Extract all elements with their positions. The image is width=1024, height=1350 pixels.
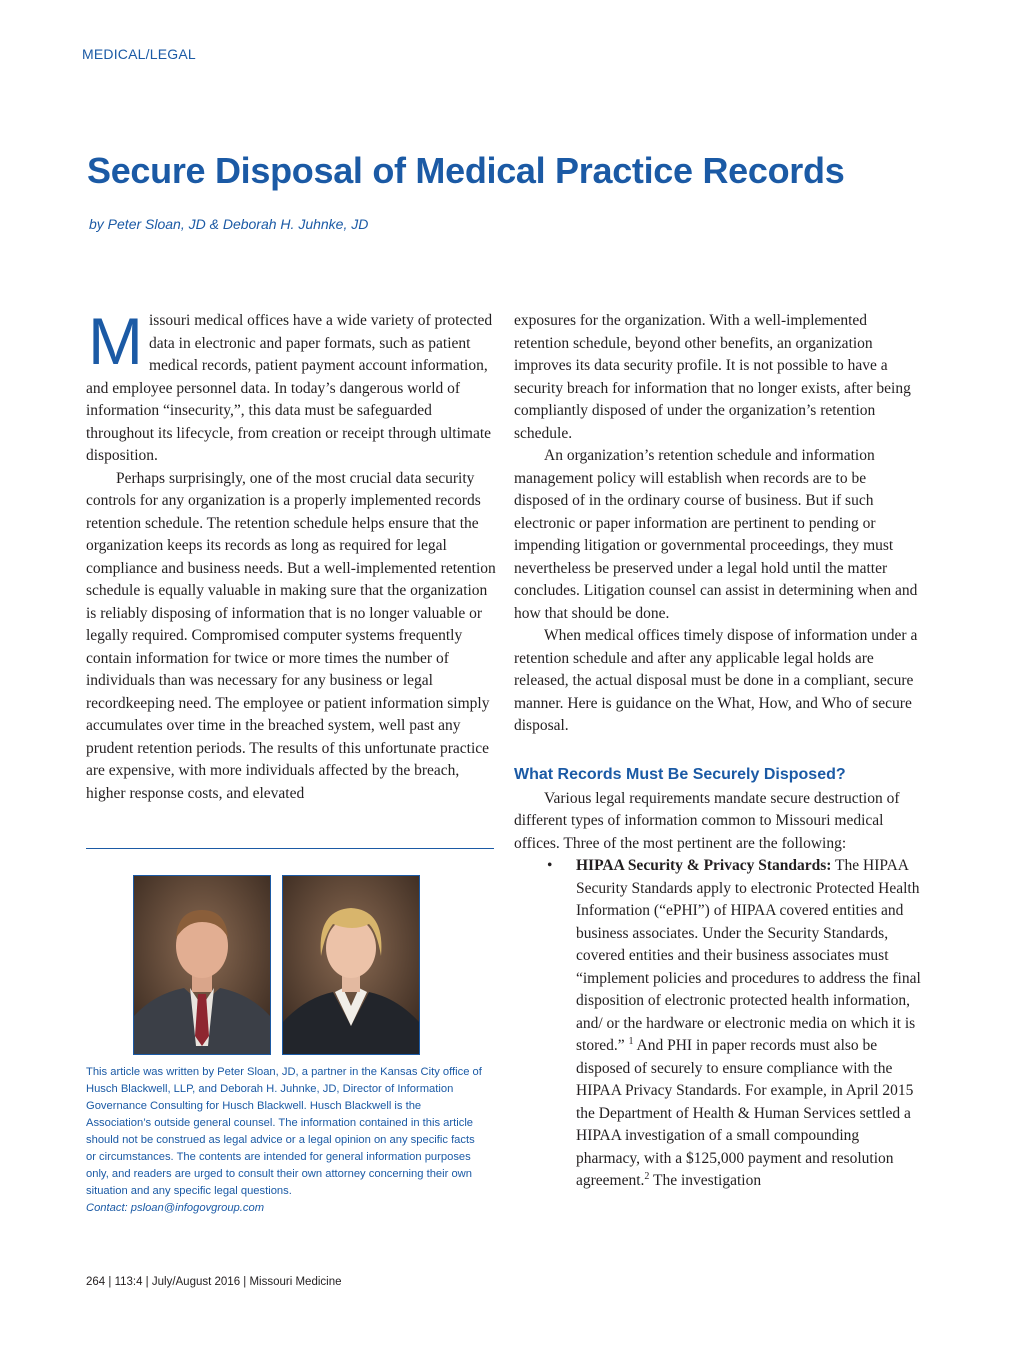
bullet-heading: HIPAA Security & Privacy Standards:: [576, 857, 832, 874]
article-title: Secure Disposal of Medical Practice Records: [87, 150, 845, 191]
bullet-text: The investigation: [649, 1172, 762, 1189]
page-footer: 264 | 113:4 | July/August 2016 | Missouri Medicine: [86, 1276, 342, 1288]
drop-cap: M: [88, 304, 143, 378]
byline: by Peter Sloan, JD & Deborah H. Juhnke, JD: [89, 216, 369, 232]
bio-text: This article was written by Peter Sloan, JD, a partner in the Kansas City office of Husch Blackwell, LLP, and Deborah H. Juhnke, JD, Director of Information Governance Consulting for Husch Blackwell. Husch Blackwell is the Association’s outside general counsel. The information contained in this article should not be construed as legal advice or a legal opinion on any specific facts or circumstances. The contents are intended for general information purposes only, and readers are urged to consult their own attorney concerning their own situation and any specific legal questions.: [86, 1066, 482, 1197]
bullet-text: And PHI in paper records must also be disposed of securely to ensure compliance with the HIPAA Privacy Standards. For example, in April 2015 the Department of Health & Human Services settled a HIPAA investigation of a small compounding pharmacy, with a $125,000 payment and resolution agreement.: [576, 1037, 914, 1189]
footnote-ref: 1: [628, 1035, 634, 1047]
author-photo-deborah-juhnke: [282, 875, 420, 1055]
author-photo-peter-sloan: [133, 875, 271, 1055]
list-item: [514, 855, 922, 1193]
paragraph: When medical offices timely dispose of information under a retention schedule and after any applicable legal holds are released, the actual disposal must be done in a compliant, secure manner. Here is guidance on the What, How, and Who of secure disposal.: [514, 627, 918, 734]
bio-contact: Contact: psloan@infogovgroup.com: [86, 1202, 265, 1214]
footnote-ref: 2: [644, 1170, 650, 1182]
section-label: MEDICAL/LEGAL: [82, 46, 196, 62]
requirements-list: [514, 855, 922, 1193]
right-column: [514, 310, 922, 1193]
paragraph-text: issouri medical offices have a wide variety of protected data in electronic and paper formats, such as patient medical records, patient payment account information, and employee personnel data. In today’s dangerous world of information “insecurity,”, this data must be safeguarded throughout its lifecycle, from creation or receipt through ultimate disposition.: [86, 312, 493, 464]
paragraph: exposures for the organization. With a well-implemented retention schedule, beyond other benefits, an organization improves its data security profile. It is not possible to have a security breach for information that no longer exists, after being compliantly disposed of under the organization’s retention schedule.: [514, 312, 911, 442]
paragraph: [86, 304, 496, 468]
paragraph: An organization’s retention schedule and information management policy will establish when records are to be disposed of in the ordinary course of business. But if such electronic or paper information are pertinent to pending or impending litigation or governmental proceedings, they must nevertheless be preserved under a legal hold until the matter concludes. Litigation counsel can assist in determining when and how that should be done.: [514, 447, 918, 622]
paragraph: Various legal requirements mandate secure destruction of different types of information common to Missouri medical offices. Three of the most pertinent are the following:: [514, 789, 900, 852]
section-subheading: What Records Must Be Securely Disposed?: [514, 765, 846, 783]
paragraph: Perhaps surprisingly, one of the most crucial data security controls for any organization is a properly implemented records retention schedule. The retention schedule helps ensure that the organization keeps its records as long as required for legal compliance and business needs. But a well-implemented retention schedule is equally valuable in making sure that the organization is reliably disposing of information that is no longer valuable or legally required. Compromised computer systems frequently contain information for twice or more times the number of individuals than was necessary for any business or legal recordkeeping need. The employee or patient information simply accumulates over time in the breached system, well past any prudent retention periods. The results of this unfortunate practice are expensive, with more individuals affected by the breach, higher response costs, and elevated: [86, 469, 496, 802]
left-column: [86, 304, 496, 805]
bullet-icon: •: [547, 857, 553, 874]
section-divider: [86, 848, 494, 849]
bullet-text: The HIPAA Security Standards apply to electronic Protected Health Information (“ePHI”) of HIPAA covered entities and business associates. Under the Security Standards, covered entities and their business associates must “implement policies and procedures to address the final disposition of electronic protected health information, and/ or the hardware or electronic media on which it is stored.”: [576, 857, 921, 1054]
author-bio: [86, 1064, 486, 1217]
